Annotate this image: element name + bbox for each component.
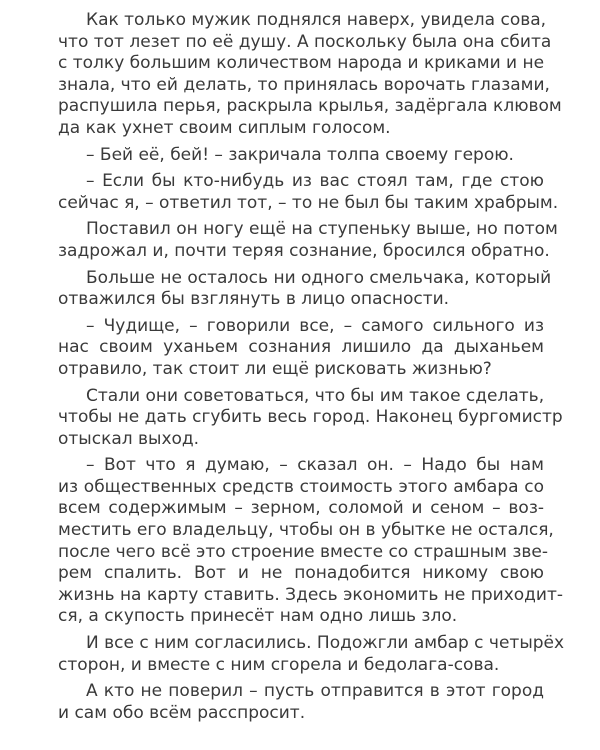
text-line: чтобы не дать сгубить весь город. Наконец бургомистр xyxy=(58,407,563,428)
text-line: с толку большим количеством народа и криками и не xyxy=(58,53,545,74)
text-line: сторон, и вместе с ним сгорела и бедолага-сова. xyxy=(58,654,500,675)
text-line: отважился бы взглянуть в лицо опасности. xyxy=(58,289,450,310)
paragraph-7 xyxy=(58,385,563,451)
text-line: местить его владельцу, чтобы он в убытке не остался, xyxy=(58,520,554,541)
text-line: Стали они советоваться, что бы им такое сделать, xyxy=(86,385,545,406)
text-line: А кто не поверил – пусть отправится в этот город xyxy=(86,681,544,702)
text-line: нас своим уханьем сознания лишило да дыханьем xyxy=(58,337,544,358)
paragraph-5 xyxy=(58,267,552,311)
text-line: Поставил он ногу ещё на ступеньку выше, но потом xyxy=(86,219,558,240)
paragraph-10 xyxy=(58,681,544,724)
story-text xyxy=(58,10,565,729)
paragraph-9 xyxy=(58,633,565,676)
paragraph-4 xyxy=(58,219,558,262)
text-line: задрожал и, почти теряя сознание, бросился обратно. xyxy=(58,240,550,261)
text-line: рем спалить. Вот и не понадобится никому свою xyxy=(58,563,544,584)
text-line: распушила перья, раскрыла крылья, задёргала клювом xyxy=(58,96,562,117)
text-line: что тот лезет по её душу. А поскольку была она сбита xyxy=(58,31,552,52)
text-line: отыскал выход. xyxy=(58,428,200,449)
text-line: да как ухнет своим сиплым голосом. xyxy=(58,117,391,138)
paragraph-6 xyxy=(58,316,544,381)
text-line: – Вот что я думаю, – сказал он. – Надо бы нам xyxy=(86,455,544,476)
text-line: жизнь на карту ставить. Здесь экономить не приходит- xyxy=(58,584,564,605)
text-line: сейчас я, – ответил тот, – то не был бы таким храбрым. xyxy=(58,192,559,213)
text-line: отравило, так стоит ли ещё рисковать жизнью? xyxy=(58,358,492,379)
text-line: после чего всё это строение вместе со страшным зве- xyxy=(58,541,549,562)
text-line: – Если бы кто-нибудь из вас стоял там, где стою xyxy=(86,171,544,192)
text-line: и сам обо всём расспросит. xyxy=(58,702,306,723)
text-line: ся, а скупость принесёт нам одно лишь зло. xyxy=(58,606,458,627)
paragraph-1 xyxy=(58,10,562,140)
text-line: – Чудище, – говорили все, – самого сильного из xyxy=(86,315,544,336)
text-line: Как только мужик поднялся наверх, увидела сова, xyxy=(86,10,547,30)
text-line: всем содержимым – зерном, соломой и сеном – воз- xyxy=(58,498,544,519)
text-line: И все с ним согласились. Подожгли амбар с четырёх xyxy=(86,633,565,654)
text-line: Больше не осталось ни одного смельчака, который xyxy=(86,267,552,288)
text-line: – Бей её, бей! – закричала толпа своему герою. xyxy=(86,144,514,165)
paragraph-3 xyxy=(58,171,559,214)
paragraph-8 xyxy=(58,455,564,628)
text-line: из общественных средств стоимость этого амбара со xyxy=(58,476,544,497)
paragraph-2 xyxy=(58,145,544,167)
text-line: знала, что ей делать, то принялась ворочать глазами, xyxy=(58,74,550,95)
